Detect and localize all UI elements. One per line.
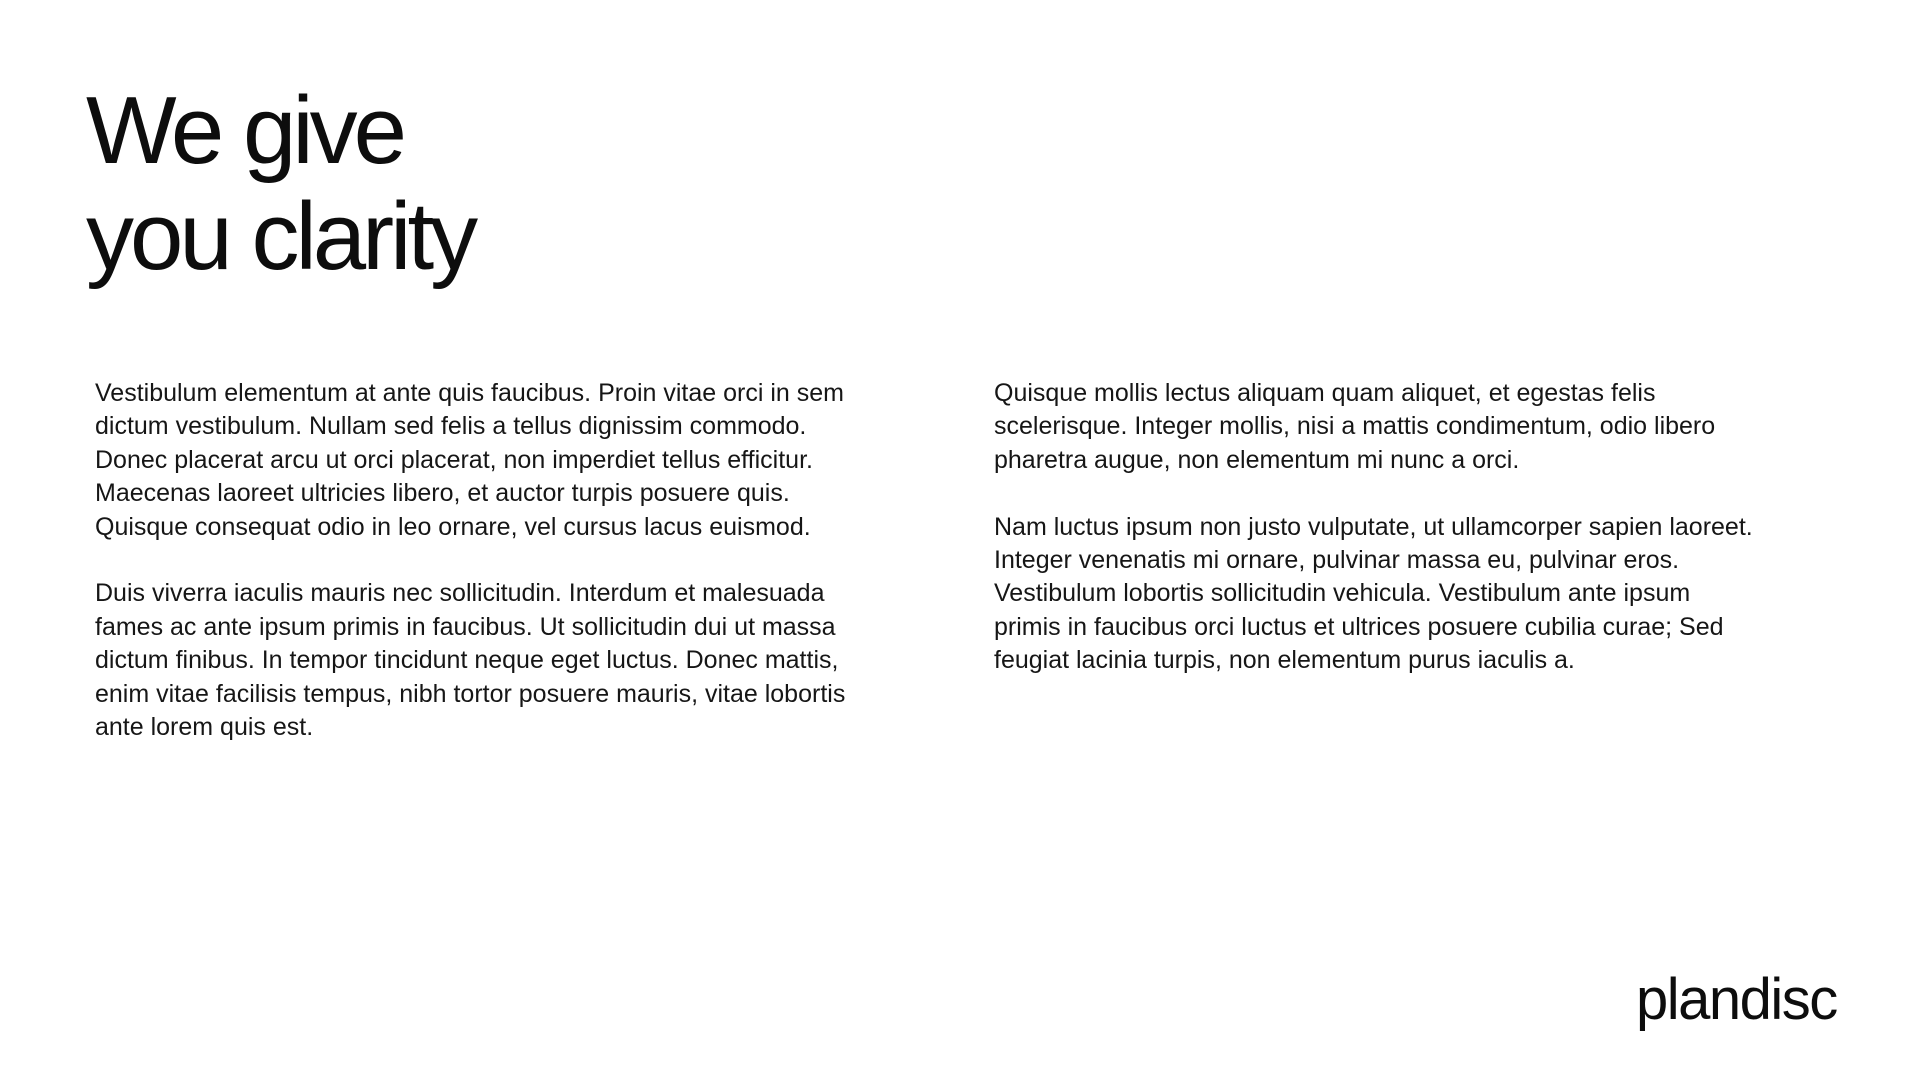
text-line: Duis viverra iaculis mauris nec sollicitudin. Interdum et malesuada [95, 579, 825, 608]
page-title [86, 78, 474, 290]
text-line: dictum finibus. In tempor tincidunt neque eget luctus. Donec mattis, [95, 646, 839, 675]
text-line: ante lorem quis est. [95, 713, 314, 742]
left-text-column [95, 377, 925, 778]
text-line: Nam luctus ipsum non justo vulputate, ut ullamcorper sapien laoreet. [994, 512, 1753, 541]
text-line: Quisque consequat odio in leo ornare, vel cursus lacus euismod. [95, 512, 811, 541]
text-line: Vestibulum lobortis sollicitudin vehicula. Vestibulum ante ipsum [994, 579, 1691, 608]
left-paragraph-1 [95, 377, 925, 544]
left-paragraph-2 [95, 577, 925, 744]
text-line: Integer venenatis mi ornare, pulvinar massa eu, pulvinar eros. [994, 546, 1680, 575]
right-text-column [994, 377, 1824, 711]
plandisc-logo [1636, 968, 1858, 1038]
logo-wordmark: plandisc [1636, 967, 1837, 1032]
text-line: feugiat lacinia turpis, non elementum purus iaculis a. [994, 646, 1575, 675]
text-line: Maecenas laoreet ultricies libero, et auctor turpis posuere quis. [95, 479, 790, 508]
text-line: Quisque mollis lectus aliquam quam aliquet, et egestas felis [994, 379, 1656, 407]
text-line: primis in faucibus orci luctus et ultrices posuere cubilia curae; Sed [994, 612, 1724, 641]
text-line: enim vitae facilisis tempus, nibh tortor posuere mauris, vitae lobortis [95, 679, 846, 708]
right-paragraph-1 [994, 377, 1824, 477]
right-paragraph-2 [994, 511, 1824, 678]
text-line: dictum vestibulum. Nullam sed felis a tellus dignissim commodo. [95, 412, 807, 441]
text-line: pharetra augue, non elementum mi nunc a orci. [994, 445, 1520, 474]
headline-line-1: We give [86, 77, 404, 184]
text-line: Donec placerat arcu ut orci placerat, non imperdiet tellus efficitur. [95, 445, 813, 474]
text-line: fames ac ante ipsum primis in faucibus. Ut sollicitudin dui ut massa [95, 612, 836, 641]
headline-line-2: you clarity [86, 183, 475, 290]
text-line: scelerisque. Integer mollis, nisi a mattis condimentum, odio libero [994, 412, 1716, 441]
text-line: Vestibulum elementum at ante quis faucibus. Proin vitae orci in sem [95, 379, 844, 407]
